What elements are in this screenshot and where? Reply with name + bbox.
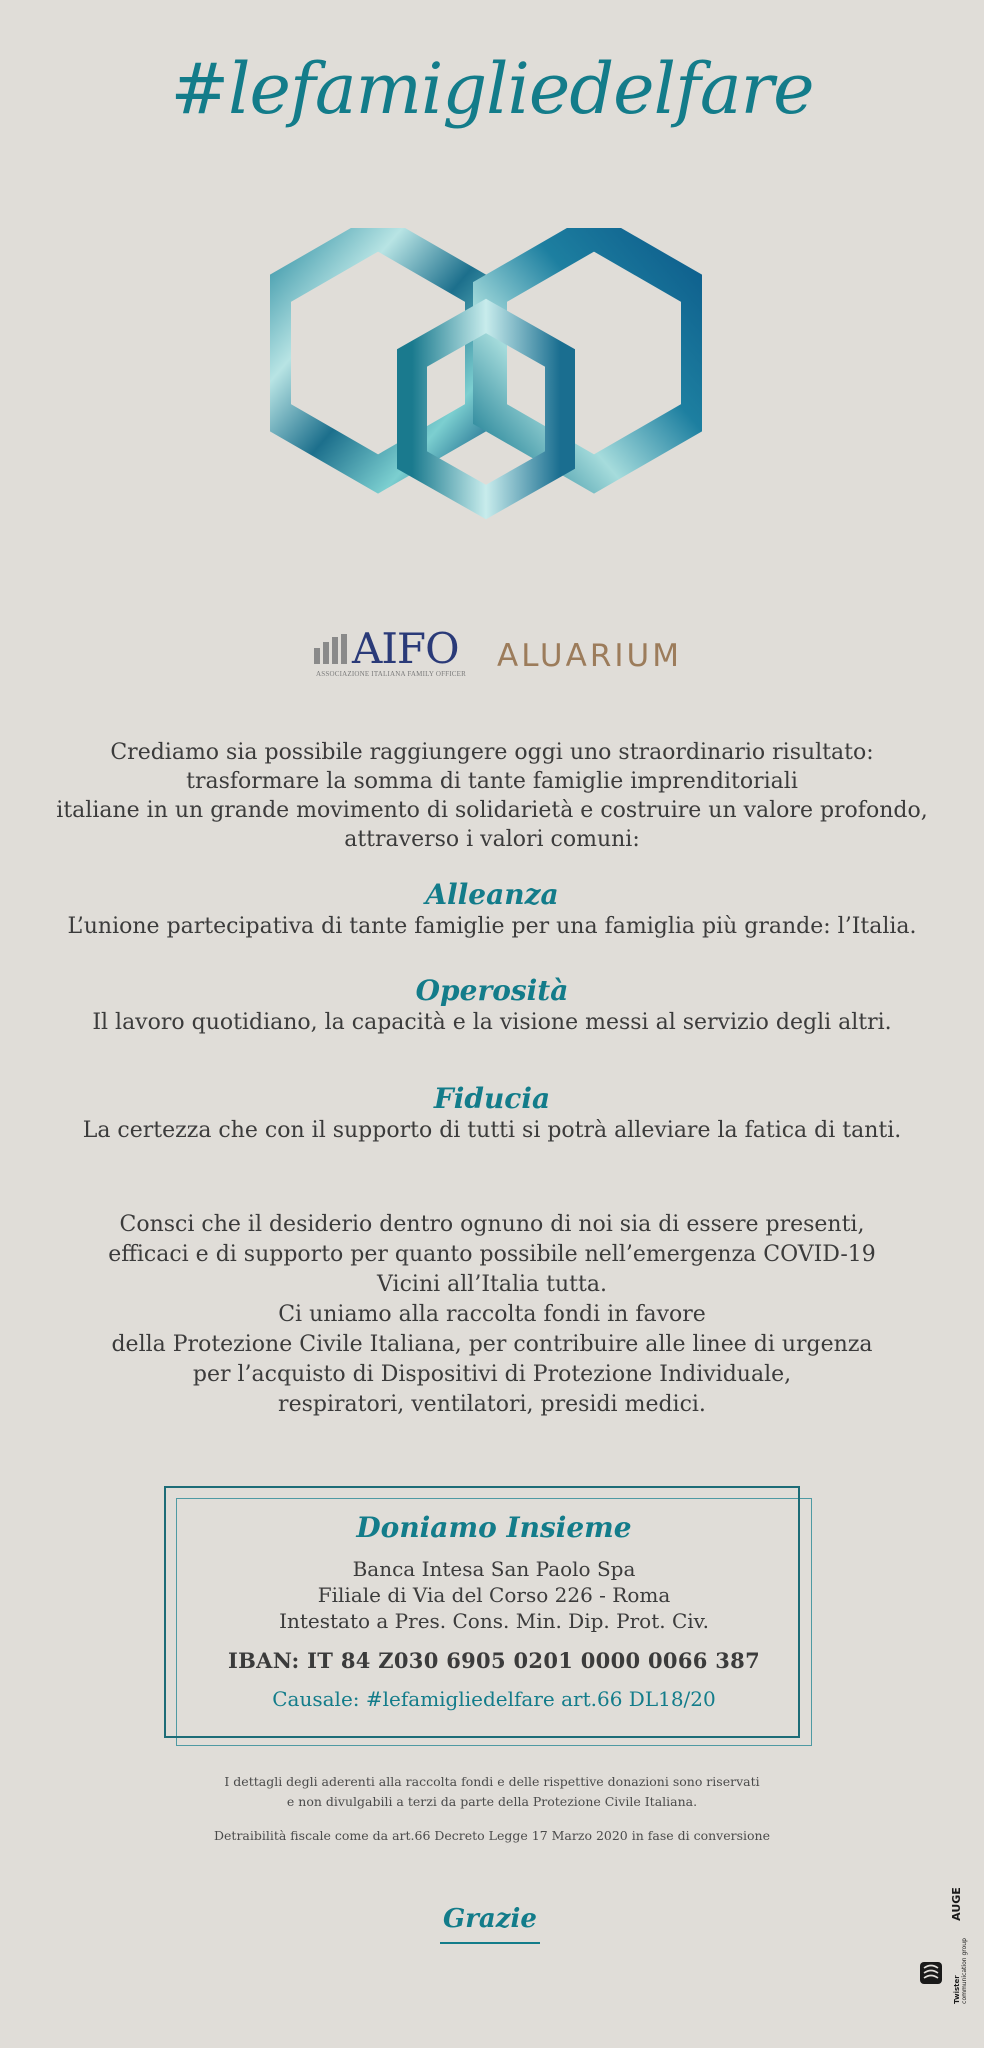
value-operosita: [0, 974, 984, 1038]
aluarium-logo: ALUARIUM: [497, 638, 682, 674]
thanks-underline: [440, 1942, 540, 1944]
value-text: Il lavoro quotidiano, la capacità e la visione messi al servizio degli altri.: [92, 1010, 892, 1035]
partner-logos: [0, 624, 984, 688]
commitment-line: Vicini all’Italia tutta.: [377, 1272, 607, 1297]
intro-line: attraverso i valori comuni:: [344, 827, 640, 852]
thanks-text: Grazie: [443, 1904, 537, 1934]
commitment-line: della Protezione Civile Italiana, per contribuire alle linee di urgenza: [111, 1332, 873, 1357]
value-title: Alleanza: [425, 878, 559, 911]
intro-line: italiane in un grande movimento di solidarietà e costruire un valore profondo,: [56, 798, 928, 823]
aifo-subtitle: ASSOCIAZIONE ITALIANA FAMILY OFFICER: [316, 670, 467, 678]
value-text: L’unione partecipativa di tante famiglie per una famiglia più grande: l’Italia.: [67, 914, 917, 939]
commitment-line: Consci che il desiderio dentro ognuno di noi sia di essere presenti,: [119, 1212, 865, 1237]
hashtag-title: #lefamigliedelfare: [170, 48, 814, 130]
auge-logo: AUGE: [949, 1887, 963, 1921]
commitment-line: per l’acquisto di Dispositivi di Protezione Individuale,: [192, 1362, 792, 1387]
privacy-line: I dettagli degli aderenti alla raccolta fondi e delle rispettive donazioni sono riservati: [224, 1774, 760, 1789]
commitment-paragraph: [0, 1210, 984, 1420]
intro-line: Crediamo sia possibile raggiungere oggi uno straordinario risultato:: [110, 740, 874, 765]
twister-credit-line: Twister: [953, 1975, 961, 2004]
bar-chart-icon: [314, 634, 350, 664]
donation-box: [164, 1510, 824, 1711]
value-alleanza: [0, 878, 984, 942]
aifo-logo: [314, 624, 467, 684]
value-text: La certezza che con il supporto di tutti si potrà alleviare la fatica di tanti.: [82, 1118, 902, 1143]
bank-line: Filiale di Via del Corso 226 - Roma: [317, 1583, 671, 1607]
bank-line: Banca Intesa San Paolo Spa: [352, 1557, 636, 1581]
heart-hexagon-logo: [270, 228, 702, 554]
iban: IBAN: IT 84 Z030 6905 0201 0000 0066 387: [227, 1648, 761, 1673]
twister-credit: [944, 1938, 978, 2004]
causale: Causale: #lefamigliedelfare art.66 DL18/20: [272, 1687, 716, 1711]
intro-line: trasformare la somma di tante famiglie imprenditoriali: [186, 769, 798, 794]
twister-credit-line: communication group: [961, 1938, 968, 2004]
tax-note: Detraibilità fiscale come da art.66 Decreto Legge 17 Marzo 2020 in fase di conversione: [214, 1828, 770, 1843]
privacy-note: [0, 1772, 984, 1812]
commitment-line: respiratori, ventilatori, presidi medici.: [278, 1392, 706, 1417]
commitment-line: Ci uniamo alla raccolta fondi in favore: [278, 1302, 706, 1327]
aifo-wordmark: AIFO: [352, 624, 459, 673]
bank-details: [164, 1556, 824, 1634]
commitment-line: efficaci e di supporto per quanto possibile nell’emergenza COVID-19: [108, 1242, 876, 1267]
privacy-line: e non divulgabili a terzi da parte della Protezione Civile Italiana.: [286, 1794, 698, 1809]
intro-paragraph: [0, 738, 984, 854]
value-title: Operosità: [415, 974, 569, 1007]
value-title: Fiducia: [433, 1082, 551, 1115]
bank-line: Intestato a Pres. Cons. Min. Dip. Prot. Civ.: [279, 1609, 709, 1633]
donation-title: Doniamo Insieme: [356, 1511, 632, 1544]
value-fiducia: [0, 1082, 984, 1146]
